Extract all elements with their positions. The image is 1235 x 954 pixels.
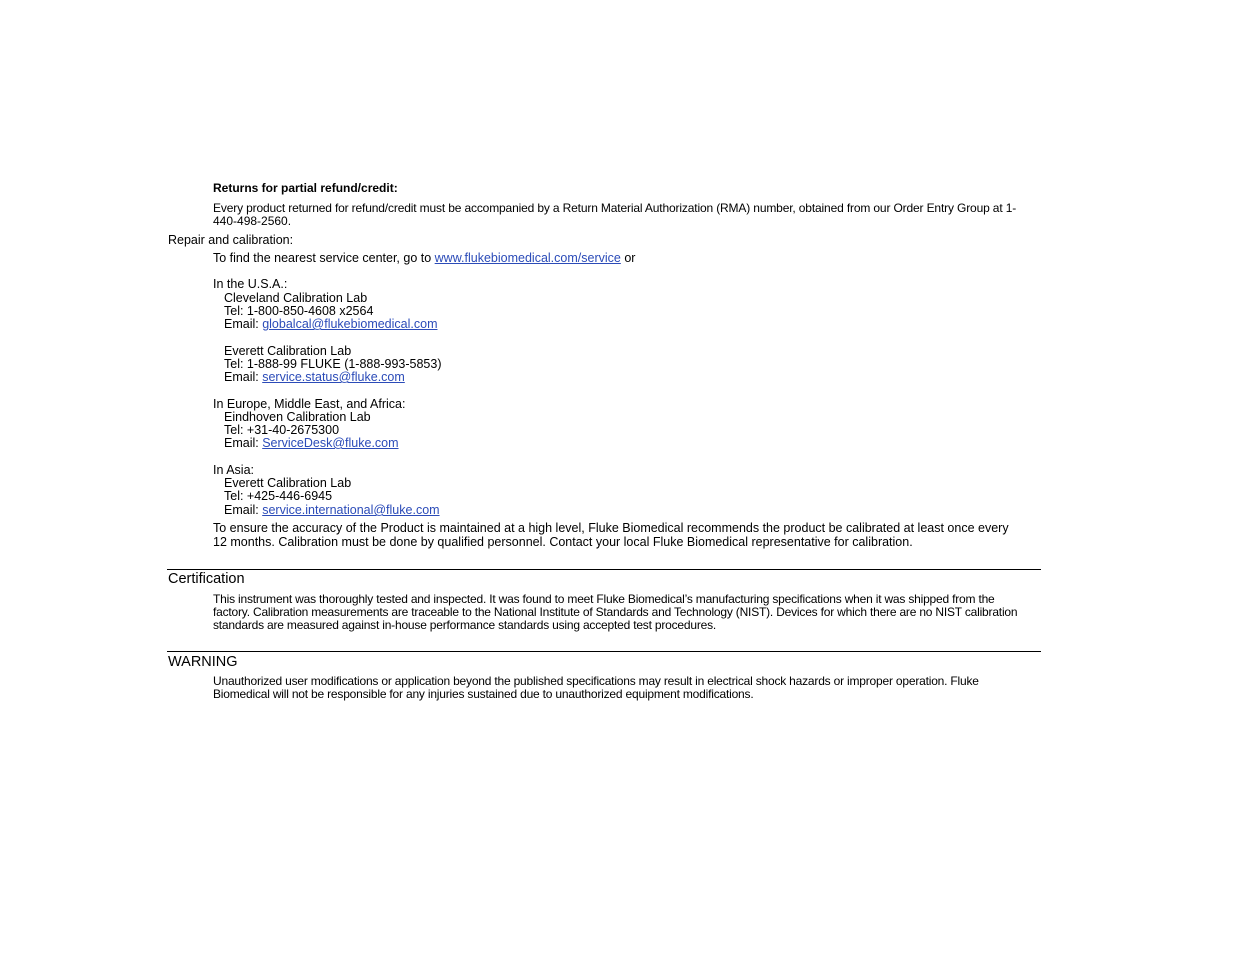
everett-email-link[interactable]: service.status@fluke.com [262, 370, 405, 384]
eindhoven-email-link[interactable]: ServiceDesk@fluke.com [262, 436, 399, 450]
warning-text-line1: Unauthorized user modifications or application beyond the published specifications may result in electrical shock hazards or improper operation. Fluke [213, 674, 979, 688]
everett-lab-email-line [224, 371, 405, 385]
eindhoven-lab-name: Eindhoven Calibration Lab [224, 410, 371, 424]
everett-email-label: Email: [224, 370, 263, 384]
cleveland-lab-name: Cleveland Calibration Lab [224, 291, 368, 305]
asia-label: In Asia: [213, 463, 254, 477]
returns-heading: Returns for partial refund/credit: [213, 181, 398, 195]
accuracy-text-line2: 12 months. Calibration must be done by qualified personnel. Contact your local Fluke Biomedical representative for calibration. [213, 535, 913, 549]
asia-lab-name: Everett Calibration Lab [224, 476, 352, 490]
asia-lab-tel: Tel: +425-446-6945 [224, 489, 333, 503]
eindhoven-lab-tel: Tel: +31-40-2675300 [224, 423, 340, 437]
certification-heading: Certification [168, 571, 245, 587]
service-center-suffix: or [620, 251, 636, 265]
service-center-line [213, 252, 635, 266]
cleveland-lab-tel: Tel: 1-800-850-4608 x2564 [224, 304, 374, 318]
everett-lab-tel: Tel: 1-888-99 FLUKE (1-888-993-5853) [224, 357, 442, 371]
certification-text-line2: factory. Calibration measurements are traceable to the National Institute of Standards and Technology (NIST). Devices for which there are no NIST calibration [213, 605, 1018, 619]
warning-divider [167, 651, 1041, 652]
service-center-text: To find the nearest service center, go to [213, 251, 435, 265]
warning-text-line2: Biomedical will not be responsible for any injuries sustained due to unauthorized equipment modifications. [213, 687, 754, 701]
eindhoven-lab-email-line [224, 437, 399, 451]
cleveland-email-link[interactable]: globalcal@flukebiomedical.com [262, 317, 438, 331]
accuracy-text-line1: To ensure the accuracy of the Product is maintained at a high level, Fluke Biomedical recommends the product be calibrated at least once every [213, 521, 1009, 535]
everett-lab-name: Everett Calibration Lab [224, 344, 352, 358]
service-center-link[interactable]: www.flukebiomedical.com/service [434, 251, 621, 265]
cleveland-email-label: Email: [224, 317, 263, 331]
returns-text-line2: 440-498-2560. [213, 214, 292, 228]
repair-heading: Repair and calibration: [168, 233, 294, 247]
asia-lab-email-line [224, 504, 440, 518]
cleveland-lab-email-line [224, 318, 437, 332]
asia-email-label: Email: [224, 503, 263, 517]
certification-text-line1: This instrument was thoroughly tested and inspected. It was found to meet Fluke Biomedical’s manufacturing specifications when it was shipped from the [213, 592, 995, 606]
certification-divider [167, 569, 1041, 570]
certification-text-line3: standards are measured against in-house performance standards using accepted test procedures. [213, 618, 717, 632]
warning-heading: WARNING [168, 654, 238, 670]
usa-label: In the U.S.A.: [213, 277, 288, 291]
returns-text-line1: Every product returned for refund/credit must be accompanied by a Return Material Authorization (RMA) number, obtained from our Order Entry Group at 1- [213, 201, 1017, 215]
eindhoven-email-label: Email: [224, 436, 263, 450]
emea-label: In Europe, Middle East, and Africa: [213, 397, 406, 411]
asia-email-link[interactable]: service.international@fluke.com [262, 503, 440, 517]
